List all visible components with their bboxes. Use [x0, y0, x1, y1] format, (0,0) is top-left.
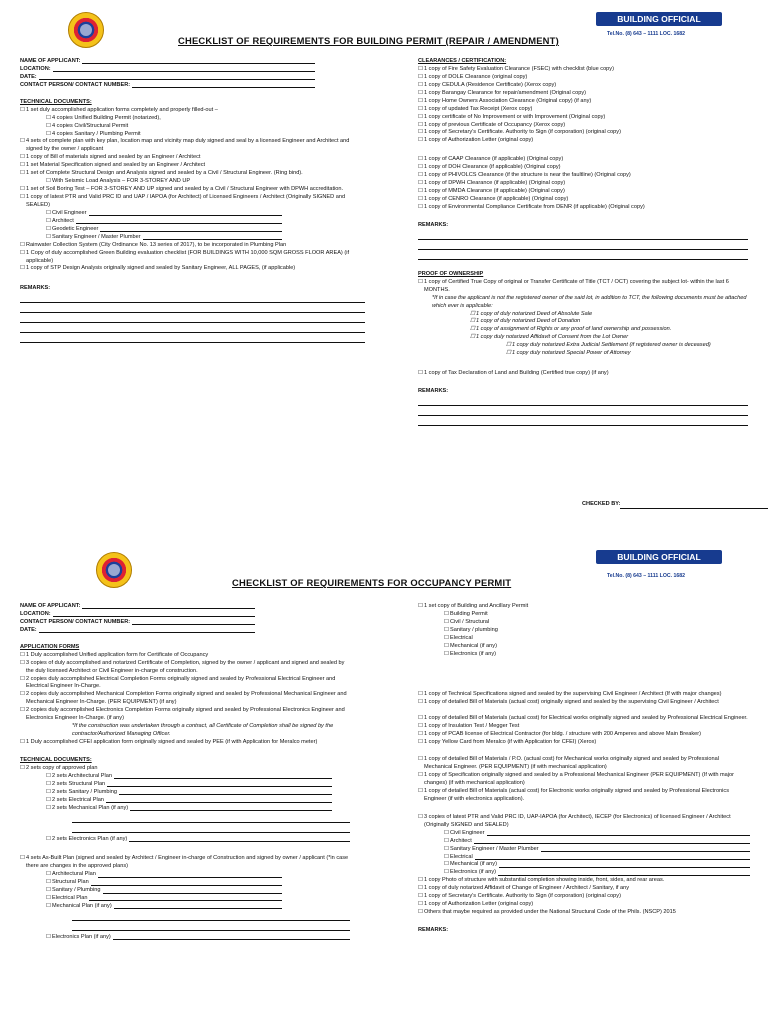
list-item: ☐ 1 copy of Insulation Test / Megger Test: [418, 723, 748, 731]
remarks-line: [20, 333, 365, 343]
item-label: ☐ Sanitary Engineer / Master Plumber: [52, 233, 141, 240]
item-label: ☐ Electronics (if any): [450, 869, 497, 876]
applicant-field: [20, 66, 315, 74]
list-item: ☐ 1 set of Complete Structural Design and Analysis signed and sealed by a Civil / Structural Engineer. (Ring bind).: [20, 170, 365, 178]
proof-documents-list: [418, 311, 748, 359]
list-item: [444, 854, 750, 862]
occupancy-permit-checklist: [0, 540, 768, 1024]
list-item: [46, 789, 332, 797]
applicant-field: [20, 82, 315, 90]
field-label: DATE:: [20, 73, 37, 80]
list-item: ☐ 1 set of Soil Boring Test – FOR 3-STOREY AND UP signed and sealed by a Civil / Structural Engineer with DPWH accreditation.: [20, 186, 365, 194]
item-label: ☐ Sanitary Engineer / Master Plumber: [450, 845, 539, 852]
list-item: [444, 861, 750, 869]
list-item: ☐ 1 copy of detailed Bill of Materials (actual cost) for Electronic works originally signed and sealed by Professional Electronics Engineer (if with electronics application).: [418, 788, 748, 804]
item-label: ☐ Civil Engineer: [450, 829, 485, 836]
list-item: ☐ 1 Duly accomplished CFEI application form originally signed and sealed by PEE (if with Application for Meralco meter): [20, 739, 350, 747]
list-item: ☐ 2 copies duly accomplished Electrical Completion Forms originally signed and sealed by Professional Electrical Engineer and Electrical Engineer In-Charge.: [20, 676, 350, 692]
list-item: ☐ 4 sets of complete plan with key plan, location map and vicinity map duly signed and seal by a licensed Engineer and Architect and signed by the owner / applicant: [20, 138, 365, 154]
applicant-field: [20, 611, 255, 619]
list-item: [46, 871, 282, 879]
item-line: [100, 226, 282, 232]
page-title: CHECKLIST OF REQUIREMENTS FOR OCCUPANCY PERMIT: [232, 577, 512, 588]
item-line: [98, 871, 282, 877]
field-line: [82, 58, 315, 64]
applicant-field: [20, 58, 315, 66]
field-line: [39, 627, 255, 633]
other-requirements-list: [418, 877, 748, 917]
list-item: ☐ 1 copy of DOH Clearance (if applicable) (Original copy): [418, 164, 748, 172]
field-line: [82, 603, 255, 609]
list-item: ☐ Sanitary / plumbing: [444, 627, 748, 635]
list-item: ☐ 1 copy of duly notarized Affidavit of Change of Engineer / Architect / Sanitary, if any: [418, 885, 748, 893]
list-item: ☐ 1 set Material Specification signed and sealed by an Engineer / Architect: [20, 162, 365, 170]
item-line: [119, 789, 332, 795]
list-item: ☐ 1 set duly accomplished application forms completely and properly filled-out –: [20, 107, 365, 115]
item-label: ☐ 2 sets Electrical Plan: [52, 796, 104, 803]
applicant-field: [20, 603, 255, 611]
remarks-line: [418, 240, 748, 250]
field-label: LOCATION:: [20, 610, 51, 617]
list-item: ☐ Electrical: [444, 635, 748, 643]
applicant-field: [20, 619, 255, 627]
item-label: ☐ Mechanical Plan (if any): [52, 903, 112, 910]
item-line: [475, 854, 750, 860]
field-label: DATE:: [20, 626, 37, 633]
field-line: [39, 74, 315, 80]
list-item: ☐ 3 copies of latest PTR and Valid PRC ID, UAP-IAPOA (for Architect), IECEP (for Electronics) of licensed Engineer / Architect (Originally SIGNED and SEALED): [418, 814, 748, 830]
item-label: ☐ Civil Engineer: [52, 209, 87, 216]
item-line: [499, 861, 750, 867]
city-seal-icon: [68, 12, 104, 48]
field-line: [53, 611, 255, 617]
list-item: ☐ 1 copy of detailed Bill of Materials / P.O. (actual cost) for Mechanical works originally signed and sealed by Professional Mechanical Engineer. (PER EQUIPMENT) (if with mechanical application): [418, 756, 748, 772]
list-item: ☐ 1 copy of Technical Specifications signed and sealed by the supervising Civil Engineer / Architect (If with major changes): [418, 691, 748, 699]
list-item: ☐ 1 copy of Certified True Copy of original or Transfer Certificate of Title (TCT / OCT) covering the subject lot- within the last 6 MONTHS.: [418, 279, 748, 295]
item-label: ☐ Architectural Plan: [52, 871, 96, 878]
section-heading: PROOF OF OWNERSHIP: [418, 270, 484, 277]
list-item: ☐ 1 copy duly notarized Extra Judicial Settlement (if registered owner is deceased): [506, 342, 748, 350]
list-item: [46, 234, 282, 242]
list-item: ☐ 1 copy of Environmental Compliance Certificate from DENR (if applicable) (Original copy): [418, 204, 748, 212]
item-label: ☐ Electrical Plan: [52, 895, 88, 902]
remarks-line: [418, 230, 748, 240]
section-heading: TECHNICAL DOCUMENTS:: [20, 98, 92, 105]
engineers-list: [418, 830, 748, 878]
list-item: [46, 895, 282, 903]
list-item: ☐ 1 copy of Secretary's Certificate. Authority to Sign (if corporation) (original copy): [418, 129, 748, 137]
item-label: ☐ Electrical: [450, 853, 473, 860]
section-heading: CLEARANCES / CERTIFICATION:: [418, 58, 507, 64]
specification-list: [418, 691, 748, 707]
item-label: ☐ Sanitary / Plumbing: [52, 887, 101, 894]
item-label: ☐ 2 sets Mechanical Plan (if any): [52, 804, 129, 811]
list-item: [46, 226, 282, 234]
technical-documents-list: [20, 107, 365, 274]
list-item: ☐ 1 set copy of Building and Ancillary Permit: [418, 603, 748, 611]
remarks-line: [418, 416, 748, 426]
checked-by-label: CHECKED BY:: [582, 501, 621, 507]
electrical-list: [418, 715, 748, 747]
remarks-line: [418, 396, 748, 406]
list-item: ☐ 1 copy of previous Certificate of Occupancy (Xerox copy): [418, 122, 748, 130]
mechanical-list: [418, 756, 748, 804]
list-item: ☐ 1 copy of duly notarized Deed of Donation: [470, 318, 748, 326]
item-line: [541, 846, 750, 852]
remarks-label: REMARKS:: [418, 927, 449, 933]
permits-list: [418, 611, 748, 659]
list-item: ☐ Rainwater Collection System (City Ordinance No. 13 series of 2017), to be incorporated in Plumbing Plan: [20, 242, 365, 250]
list-item: [444, 838, 750, 846]
item-label: ☐ Architect: [450, 837, 472, 844]
item-line: [474, 838, 750, 844]
item-line: [114, 773, 332, 779]
list-item: ☐ 1 copy of CENRO Clearance (if applicable) (Original copy): [418, 196, 748, 204]
list-item: ☐ 2 copies duly accomplished Mechanical Completion Forms originally signed and sealed by Professional Mechanical Engineer and Mechanical Engineer In-Charge. (PER EQUIPMENT) (if any): [20, 691, 350, 707]
remarks-label: REMARKS:: [20, 285, 51, 292]
list-item: [444, 846, 750, 854]
list-item: ☐ 1 copy of updated Tax Receipt (Xerox copy): [418, 106, 748, 114]
applicant-fields: [20, 603, 350, 635]
list-item: ☐ 1 copy of MMDA Clearance (if applicable) (Original copy): [418, 188, 748, 196]
telephone-number: Tel.No. (8) 643 – 1111 LOC. 1682: [607, 31, 686, 37]
list-item: ☐ 4 copies Civil/Structural Permit: [46, 123, 365, 131]
list-item: ☐ 1 copy of Secretary's Certificate. Authority to Sign (if corporation) (original copy): [418, 893, 748, 901]
section-heading: TECHNICAL DOCUMENTS:: [20, 756, 92, 763]
field-label: NAME OF APPLICANT:: [20, 58, 81, 64]
list-item: [444, 830, 750, 838]
list-item: [46, 903, 282, 911]
item-label: ☐ Geodetic Engineer: [52, 225, 99, 232]
list-item: [46, 210, 282, 218]
remarks-line: [20, 313, 365, 323]
field-line: [132, 619, 255, 625]
remarks-line: [20, 293, 365, 303]
note-text: *If the construction was undertaken through a contract, all Certificate of Completion shall be signed by the contractor/Authorized Managing Officer.: [72, 723, 334, 738]
item-line: [89, 210, 282, 216]
item-label: ☐ Mechanical (if any): [450, 861, 497, 868]
list-item: [46, 879, 282, 887]
field-line: [53, 66, 315, 72]
list-item: ☐ 1 copy of Authorization Letter (original copy): [418, 137, 748, 145]
blank-line: [72, 823, 350, 833]
list-item: ☐ Building Permit: [444, 611, 748, 619]
list-item: ☐ 1 copy of Authorization Letter (original copy): [418, 901, 748, 909]
item-line: [107, 781, 332, 787]
office-badge: BUILDING OFFICIAL: [596, 550, 722, 564]
list-item: [46, 773, 332, 781]
list-item: ☐ 2 sets copy of approved plan: [20, 765, 350, 773]
item-line: [487, 830, 750, 836]
note-text: *If in case the applicant is not the registered owner of the said lot, in addition to TCT, the following documents must be attached which ever is applicable:: [432, 294, 747, 309]
list-item: ☐ 1 copy certificate of No Improvement or with Improvement (Original copy): [418, 114, 748, 122]
item-label: ☐ 2 sets Sanitary / Plumbing: [52, 788, 117, 795]
approved-plans-list: [20, 773, 350, 813]
item-line: [103, 887, 282, 893]
list-item: ☐ 1 copy of detailed Bill of Materials (actual cost) for Electrical works originally signed and sealed by Professional Electrical Engineer.: [418, 715, 748, 723]
left-column: [20, 603, 350, 942]
list-item: ☐ 1 copy of PHIVOLCS Clearance (if the structure is near the faultline) (Original copy): [418, 172, 748, 180]
list-item: ☐ 4 copies Unified Building Permit (notarized),: [46, 115, 365, 123]
list-item: ☐ Others that maybe required as provided under the National Structural Code of the Phils. (NSCP) 2015: [418, 909, 748, 917]
city-seal-icon: [96, 552, 132, 588]
right-column: [418, 58, 748, 426]
item-label: ☐ Architect: [52, 217, 74, 224]
list-item: ☐ 1 copy CEDULA (Residence Certificate) (Xerox copy): [418, 82, 748, 90]
clearances-list: [418, 156, 748, 212]
item-line: [143, 234, 282, 240]
list-item: [46, 805, 332, 813]
list-item: ☐ 1 copy Photo of structure with substantial completion showing inside, front, sides, and rear areas.: [418, 877, 748, 885]
list-item: ☐ 1 copy duly notarized Special Power of Attorney: [506, 350, 748, 358]
remarks-line: [20, 303, 365, 313]
list-item: ☐ 1 copy of PCAB license of Electrical Contractor (for bldg. / structure with 200 Amperes and above Main Breaker): [418, 731, 748, 739]
list-item: ☐ 1 copy of Bill of materials signed and sealed by an Engineer / Architect: [20, 154, 365, 162]
blank-line: [72, 921, 350, 931]
left-column: [20, 58, 365, 343]
list-item: ☐ 1 copy of Fire Safety Evaluation Clearance (FSEC) with checklist (blue copy): [418, 66, 748, 74]
clearances-list: [418, 66, 748, 145]
item-line: [76, 218, 282, 224]
list-item: [46, 781, 332, 789]
blank-line: [72, 813, 350, 823]
field-label: LOCATION:: [20, 65, 51, 72]
list-item: ☐ 4 sets As-Built Plan (signed and sealed by Architect / Engineer in-charge of Construction and signed by owner / applicant (*in case there are changes in the approved plans): [20, 855, 350, 871]
field-line: [132, 82, 315, 88]
list-item: ☐ 1 copy of CAAP Clearance (if applicable) (Original copy): [418, 156, 748, 164]
item-line: [89, 895, 282, 901]
list-item: ☐ 1 copy of duly notarized Deed of Absolute Sale: [470, 311, 748, 319]
list-item: ☐ Mechanical (if any): [444, 643, 748, 651]
list-item: ☐ 4 copies Sanitary / Plumbing Permit: [46, 131, 365, 139]
application-forms-list: [20, 652, 350, 723]
list-item: ☐ 1 copy duly notarized Affidavit of Consent from the Lot Owner: [470, 334, 748, 342]
page-title: CHECKLIST OF REQUIREMENTS FOR BUILDING PERMIT (REPAIR / AMENDMENT): [178, 35, 559, 46]
list-item: ☐ 1 copy Home Owners Association Clearance (Original copy) (if any): [418, 98, 748, 106]
list-item: ☐ 1 Duly accomplished Unified application form for Certificate of Occupancy: [20, 652, 350, 660]
checked-by: [582, 501, 768, 509]
list-item: ☐ 1 copy of DOLE Clearance (original copy): [418, 74, 748, 82]
item-line: [114, 903, 282, 909]
applicant-field: [20, 627, 255, 635]
applicant-fields: [20, 58, 365, 90]
list-item: [46, 797, 332, 805]
remarks-line: [418, 250, 748, 260]
list-item: ☐ 1 copy of assignment of Rights or any proof of land ownership and possession.: [470, 326, 748, 334]
list-item: ☐ 2 sets Electronics Plan (if any): [46, 836, 350, 844]
applicant-field: [20, 74, 315, 82]
telephone-number: Tel.No. (8) 643 – 1111 LOC. 1682: [607, 573, 686, 579]
list-item: ☐ Civil / Structural: [444, 619, 748, 627]
field-label: CONTACT PERSON/ CONTACT NUMBER:: [20, 618, 131, 625]
list-item: [444, 869, 750, 877]
item-line: [91, 879, 282, 885]
list-item: ☐ 1 copy of STP Design Analysis originally signed and sealed by Sanitary Engineer, ALL PAGES, (if applicable): [20, 265, 365, 273]
list-item: ☐ 1 copy of Specification originally signed and sealed by a Professional Mechanical Engineer (PER EQUIPMENT) (If with major changes) (if with mechanical application): [418, 772, 748, 788]
item-label: ☐ Structural Plan: [52, 879, 89, 886]
list-item: [46, 887, 282, 895]
remarks-label: REMARKS:: [418, 221, 449, 228]
item-label: ☐ 2 sets Architectural Plan: [52, 772, 113, 779]
blank-line: [72, 911, 350, 921]
item-line: [498, 869, 750, 875]
item-label: ☐ 2 sets Structural Plan: [52, 780, 106, 787]
as-built-plans-list: [20, 871, 350, 911]
item-line: [130, 805, 332, 811]
remarks-line: [418, 406, 748, 416]
list-item: [46, 218, 282, 226]
list-item: ☐ Electronics Plan (if any): [46, 934, 350, 942]
list-item: ☐ Electronics (if any): [444, 651, 748, 659]
field-label: NAME OF APPLICANT:: [20, 603, 81, 609]
list-item: ☐ 1 copy of Tax Declaration of Land and Building (Certified true copy) (if any): [418, 370, 748, 378]
remarks-line: [20, 323, 365, 333]
list-item: ☐ 1 Copy of duly accomplished Green Building evaluation checklist (FOR BUILDINGS WITH 10,000 SQM GROSS FLOOR AREA) (if applicable): [20, 250, 365, 266]
item-line: [106, 797, 332, 803]
list-item: ☐ 1 copy Barangay Clearance for repair/amendment (Original copy): [418, 90, 748, 98]
list-item: ☐ 3 copies of duly accomplished and notarized Certificate of Completion, signed by the owner / applicant and signed and sealed by the duly licensed Architect or Civil Engineer in-charge of construction.: [20, 660, 350, 676]
list-item: ☐ 2 copies duly accomplished Electronics Completion Forms originally signed and sealed by Professional Electronics Engineer and Electronics Engineer In-Charge. (if any): [20, 707, 350, 723]
field-label: CONTACT PERSON/ CONTACT NUMBER:: [20, 81, 131, 88]
remarks-label: REMARKS:: [418, 388, 449, 395]
office-badge: BUILDING OFFICIAL: [596, 12, 722, 26]
section-heading: APPLICATION FORMS: [20, 643, 80, 650]
right-column: [418, 603, 748, 935]
list-item: ☐ 1 copy of DPWH Clearance (if applicable) (Original copy): [418, 180, 748, 188]
list-item: ☐ 1 copy of latest PTR and Valid PRC ID and UAP / IAPOA (for Architect) of Licensed Engineers / Architect (Originally SIGNED and SEALED): [20, 194, 365, 210]
list-item: ☐ With Seismic Load Analysis – FOR 3-STOREY AND UP: [46, 178, 365, 186]
list-item: ☐ 1 copy Yellow Card from Meralco (if with Application for CFEI) (Xerox): [418, 739, 748, 747]
list-item: ☐ 1 copy of detailed Bill of Materials (actual cost) originally signed and sealed by the supervising Civil Engineer / Architect: [418, 699, 748, 707]
